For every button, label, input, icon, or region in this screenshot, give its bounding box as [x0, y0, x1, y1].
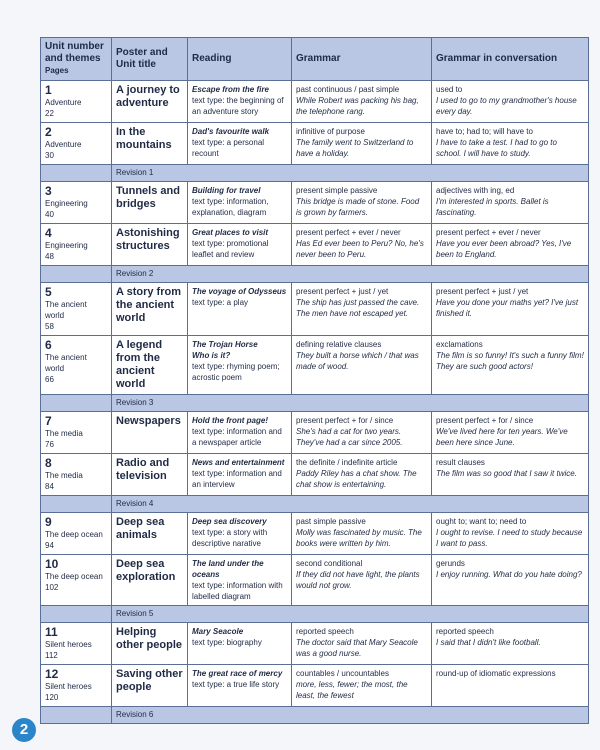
unit-cell [41, 623, 112, 665]
reading-cell [188, 454, 292, 496]
unit-title: Helping other people [116, 626, 183, 651]
header-reading: Reading [188, 38, 292, 81]
grammar-point: infinitive of purpose [296, 127, 365, 136]
reading-title: The voyage of Odysseus [192, 287, 287, 296]
conversation-example: I ought to revise. I need to study because I want to pass. [436, 528, 583, 548]
reading-title: The land under the oceans [192, 559, 264, 579]
grammar-point: reported speech [296, 627, 354, 636]
title-cell [112, 81, 188, 123]
unit-cell [41, 665, 112, 707]
unit-title: Saving other people [116, 668, 183, 693]
header-grammar: Grammar [292, 38, 432, 81]
reading-cell [188, 665, 292, 707]
revision-row [41, 707, 589, 724]
unit-number: 6 [45, 338, 52, 352]
unit-number: 4 [45, 226, 52, 240]
conversation-point: present perfect + for / since [436, 416, 534, 425]
grammar-point: defining relative clauses [296, 340, 382, 349]
grammar-point: present perfect + ever / never [296, 228, 401, 237]
reading-cell [188, 81, 292, 123]
reading-text-type: text type: rhyming poem; acrostic poem [192, 362, 280, 382]
reading-cell [188, 513, 292, 555]
title-cell [112, 224, 188, 266]
unit-number: 5 [45, 285, 52, 299]
reading-cell [188, 224, 292, 266]
unit-number: 11 [45, 625, 58, 639]
conversation-cell [432, 182, 589, 224]
unit-number: 10 [45, 557, 59, 571]
unit-page: 120 [45, 693, 59, 702]
unit-theme: Adventure [45, 140, 82, 149]
unit-cell [41, 412, 112, 454]
conversation-cell [432, 224, 589, 266]
unit-page: 30 [45, 151, 54, 160]
revision-label: Revision 1 [112, 165, 589, 182]
grammar-point: countables / uncountables [296, 669, 389, 678]
grammar-example: The doctor said that Mary Seacole was a good nurse. [296, 638, 418, 658]
reading-title: Mary Seacole [192, 627, 244, 636]
grammar-cell [292, 123, 432, 165]
table-row [41, 283, 589, 336]
reading-title: Hold the front page! [192, 416, 268, 425]
conversation-example: I said that I didn't like football. [436, 638, 541, 647]
unit-page: 48 [45, 252, 54, 261]
header-conversation: Grammar in conversation [432, 38, 589, 81]
page-number: 2 [12, 718, 36, 742]
unit-title: Deep sea exploration [116, 558, 176, 583]
grammar-example: Has Ed ever been to Peru? No, he's never been to Peru. [296, 239, 424, 259]
conversation-example: I enjoy running. What do you hate doing? [436, 570, 582, 579]
grammar-point: past simple passive [296, 517, 366, 526]
conversation-point: reported speech [436, 627, 494, 636]
unit-theme: The media [45, 429, 83, 438]
unit-number: 3 [45, 184, 52, 198]
grammar-point: present perfect + for / since [296, 416, 394, 425]
conversation-point: present perfect + just / yet [436, 287, 529, 296]
table-header [41, 38, 589, 81]
conversation-cell [432, 454, 589, 496]
grammar-point: present simple passive [296, 186, 378, 195]
reading-text-type: text type: a play [192, 298, 249, 307]
header-title: Poster and Unit title [112, 38, 188, 81]
reading-cell [188, 283, 292, 336]
unit-cell [41, 454, 112, 496]
unit-theme: The ancient world [45, 353, 87, 373]
grammar-point: the definite / indefinite article [296, 458, 398, 467]
title-cell [112, 454, 188, 496]
title-cell [112, 336, 188, 395]
unit-title: A legend from the ancient world [116, 339, 163, 390]
table-row [41, 454, 589, 496]
revision-row [41, 266, 589, 283]
title-cell [112, 555, 188, 606]
reading-text-type: text type: information and a newspaper article [192, 427, 282, 447]
revision-row [41, 496, 589, 513]
unit-title: Deep sea animals [116, 516, 165, 541]
contents-table [40, 37, 589, 724]
reading-text-type: text type: a personal recount [192, 138, 265, 158]
reading-text-type: text type: the beginning of an adventure story [192, 96, 284, 116]
title-cell [112, 412, 188, 454]
unit-theme: The media [45, 471, 83, 480]
unit-theme: Adventure [45, 98, 82, 107]
reading-title: News and entertainment [192, 458, 285, 467]
conversation-cell [432, 81, 589, 123]
grammar-cell [292, 336, 432, 395]
reading-title: Dad's favourite walk [192, 127, 270, 136]
conversation-example: We've lived here for ten years. We've been here since June. [436, 427, 568, 447]
grammar-example: She's had a cat for two years. They've had a car since 2005. [296, 427, 403, 447]
conversation-point: adjectives with ing, ed [436, 186, 515, 195]
unit-cell [41, 123, 112, 165]
unit-title: In the mountains [116, 126, 172, 151]
table-row [41, 123, 589, 165]
conversation-point: gerunds [436, 559, 465, 568]
grammar-point: second conditional [296, 559, 363, 568]
conversation-point: used to [436, 85, 463, 94]
unit-cell [41, 555, 112, 606]
unit-page: 22 [45, 109, 54, 118]
unit-cell [41, 513, 112, 555]
title-cell [112, 513, 188, 555]
grammar-cell [292, 224, 432, 266]
grammar-cell [292, 412, 432, 454]
conversation-point: result clauses [436, 458, 485, 467]
unit-title: Tunnels and bridges [116, 185, 180, 210]
unit-page: 84 [45, 482, 54, 491]
unit-theme: Silent heroes [45, 682, 92, 691]
unit-theme: The deep ocean [45, 530, 103, 539]
grammar-example: more, less, fewer; the most, the least, the fewest [296, 680, 408, 700]
reading-text-type: text type: biography [192, 638, 262, 647]
reading-title: The great race of mercy [192, 669, 283, 678]
conversation-cell [432, 283, 589, 336]
table-row [41, 412, 589, 454]
unit-page: 112 [45, 651, 58, 660]
reading-cell [188, 555, 292, 606]
grammar-example: The ship has just passed the cave. The men have not escaped yet. [296, 298, 420, 318]
grammar-cell [292, 513, 432, 555]
conversation-example: Have you done your maths yet? I've just finished it. [436, 298, 579, 318]
table-row [41, 513, 589, 555]
unit-cell [41, 224, 112, 266]
reading-title: Great places to visit [192, 228, 269, 237]
grammar-cell [292, 283, 432, 336]
unit-page: 58 [45, 322, 54, 331]
grammar-example: Paddy Riley has a chat show. The chat show is entertaining. [296, 469, 417, 489]
table-row [41, 623, 589, 665]
conversation-example: I used to go to my grandmother's house every day. [436, 96, 577, 116]
revision-row [41, 395, 589, 412]
conversation-cell [432, 623, 589, 665]
grammar-example: While Robert was packing his bag, the telephone rang. [296, 96, 419, 116]
unit-number: 12 [45, 667, 59, 681]
conversation-example: The film was so good that I saw it twice. [436, 469, 577, 478]
revision-label: Revision 2 [112, 266, 589, 283]
conversation-point: round-up of idiomatic expressions [436, 669, 556, 678]
title-cell [112, 623, 188, 665]
reading-cell [188, 182, 292, 224]
unit-page: 102 [45, 583, 59, 592]
unit-number: 2 [45, 125, 52, 139]
reading-text-type: text type: information, explanation, diagram [192, 197, 269, 217]
unit-theme: The deep ocean [45, 572, 103, 581]
conversation-cell [432, 336, 589, 395]
unit-theme: The ancient world [45, 300, 87, 320]
reading-title: Building for travel [192, 186, 261, 195]
unit-cell [41, 81, 112, 123]
unit-number: 8 [45, 456, 52, 470]
conversation-example: I'm interested in sports. Ballet is fascinating. [436, 197, 549, 217]
conversation-example: Have you ever been abroad? Yes, I've been to England. [436, 239, 572, 259]
conversation-point: ought to; want to; need to [436, 517, 527, 526]
grammar-cell [292, 555, 432, 606]
revision-label: Revision 4 [112, 496, 589, 513]
unit-page: 76 [45, 440, 54, 449]
reading-text-type: text type: a story with descriptive narative [192, 528, 268, 548]
reading-cell [188, 123, 292, 165]
unit-theme: Engineering [45, 241, 88, 250]
unit-title: Astonishing structures [116, 227, 180, 252]
unit-title: Radio and television [116, 457, 170, 482]
conversation-example: The film is so funny! It's such a funny film! They are such good actors! [436, 351, 584, 371]
title-cell [112, 283, 188, 336]
reading-cell [188, 623, 292, 665]
table-row [41, 81, 589, 123]
unit-cell [41, 336, 112, 395]
header-unit: Unit number and themes Pages [41, 38, 112, 81]
grammar-example: Molly was fascinated by music. The books were written by him. [296, 528, 422, 548]
conversation-cell [432, 513, 589, 555]
title-cell [112, 182, 188, 224]
table-row [41, 336, 589, 395]
unit-number: 7 [45, 414, 52, 428]
reading-title: Escape from the fire [192, 85, 269, 94]
title-cell [112, 665, 188, 707]
table-row [41, 555, 589, 606]
unit-cell [41, 283, 112, 336]
revision-label: Revision 6 [112, 707, 589, 724]
reading-title: The Trojan Horse [192, 340, 258, 349]
reading-text-type: text type: information with labelled diagram [192, 581, 283, 601]
reading-title: Deep sea discovery [192, 517, 267, 526]
table-row [41, 182, 589, 224]
unit-title: A story from the ancient world [116, 286, 181, 324]
reading-text-type: text type: a true life story [192, 680, 280, 689]
grammar-example: They built a horse which / that was made of wood. [296, 351, 419, 371]
grammar-cell [292, 81, 432, 123]
revision-label: Revision 5 [112, 606, 589, 623]
grammar-example: If they did not have light, the plants would not grow. [296, 570, 420, 590]
grammar-cell [292, 182, 432, 224]
grammar-example: This bridge is made of stone. Food is grown by farmers. [296, 197, 420, 217]
reading-text-type: text type: information and an interview [192, 469, 282, 489]
grammar-cell [292, 623, 432, 665]
unit-page: 40 [45, 210, 54, 219]
conversation-cell [432, 123, 589, 165]
table-row [41, 224, 589, 266]
unit-title: Newspapers [116, 415, 181, 427]
grammar-cell [292, 454, 432, 496]
conversation-cell [432, 412, 589, 454]
unit-number: 1 [45, 83, 52, 97]
conversation-point: have to; had to; will have to [436, 127, 533, 136]
conversation-example: I have to take a test. I had to go to school. I will have to study. [436, 138, 557, 158]
table-row [41, 665, 589, 707]
unit-page: 94 [45, 541, 54, 550]
reading-text-type: text type: promotional leaflet and review [192, 239, 269, 259]
grammar-point: present perfect + just / yet [296, 287, 389, 296]
unit-page: 66 [45, 375, 54, 384]
title-cell [112, 123, 188, 165]
grammar-example: The family went to Switzerland to have a holiday. [296, 138, 414, 158]
revision-label: Revision 3 [112, 395, 589, 412]
revision-row [41, 606, 589, 623]
reading-cell [188, 336, 292, 395]
reading-subtitle: Who is it? [192, 351, 231, 360]
unit-theme: Engineering [45, 199, 88, 208]
conversation-cell [432, 555, 589, 606]
conversation-cell [432, 665, 589, 707]
conversation-point: exclamations [436, 340, 483, 349]
unit-number: 9 [45, 515, 52, 529]
conversation-point: present perfect + ever / never [436, 228, 541, 237]
grammar-cell [292, 665, 432, 707]
revision-row [41, 165, 589, 182]
unit-title: A journey to adventure [116, 84, 180, 109]
grammar-point: past continuous / past simple [296, 85, 400, 94]
unit-cell [41, 182, 112, 224]
unit-theme: Silent heroes [45, 640, 92, 649]
reading-cell [188, 412, 292, 454]
